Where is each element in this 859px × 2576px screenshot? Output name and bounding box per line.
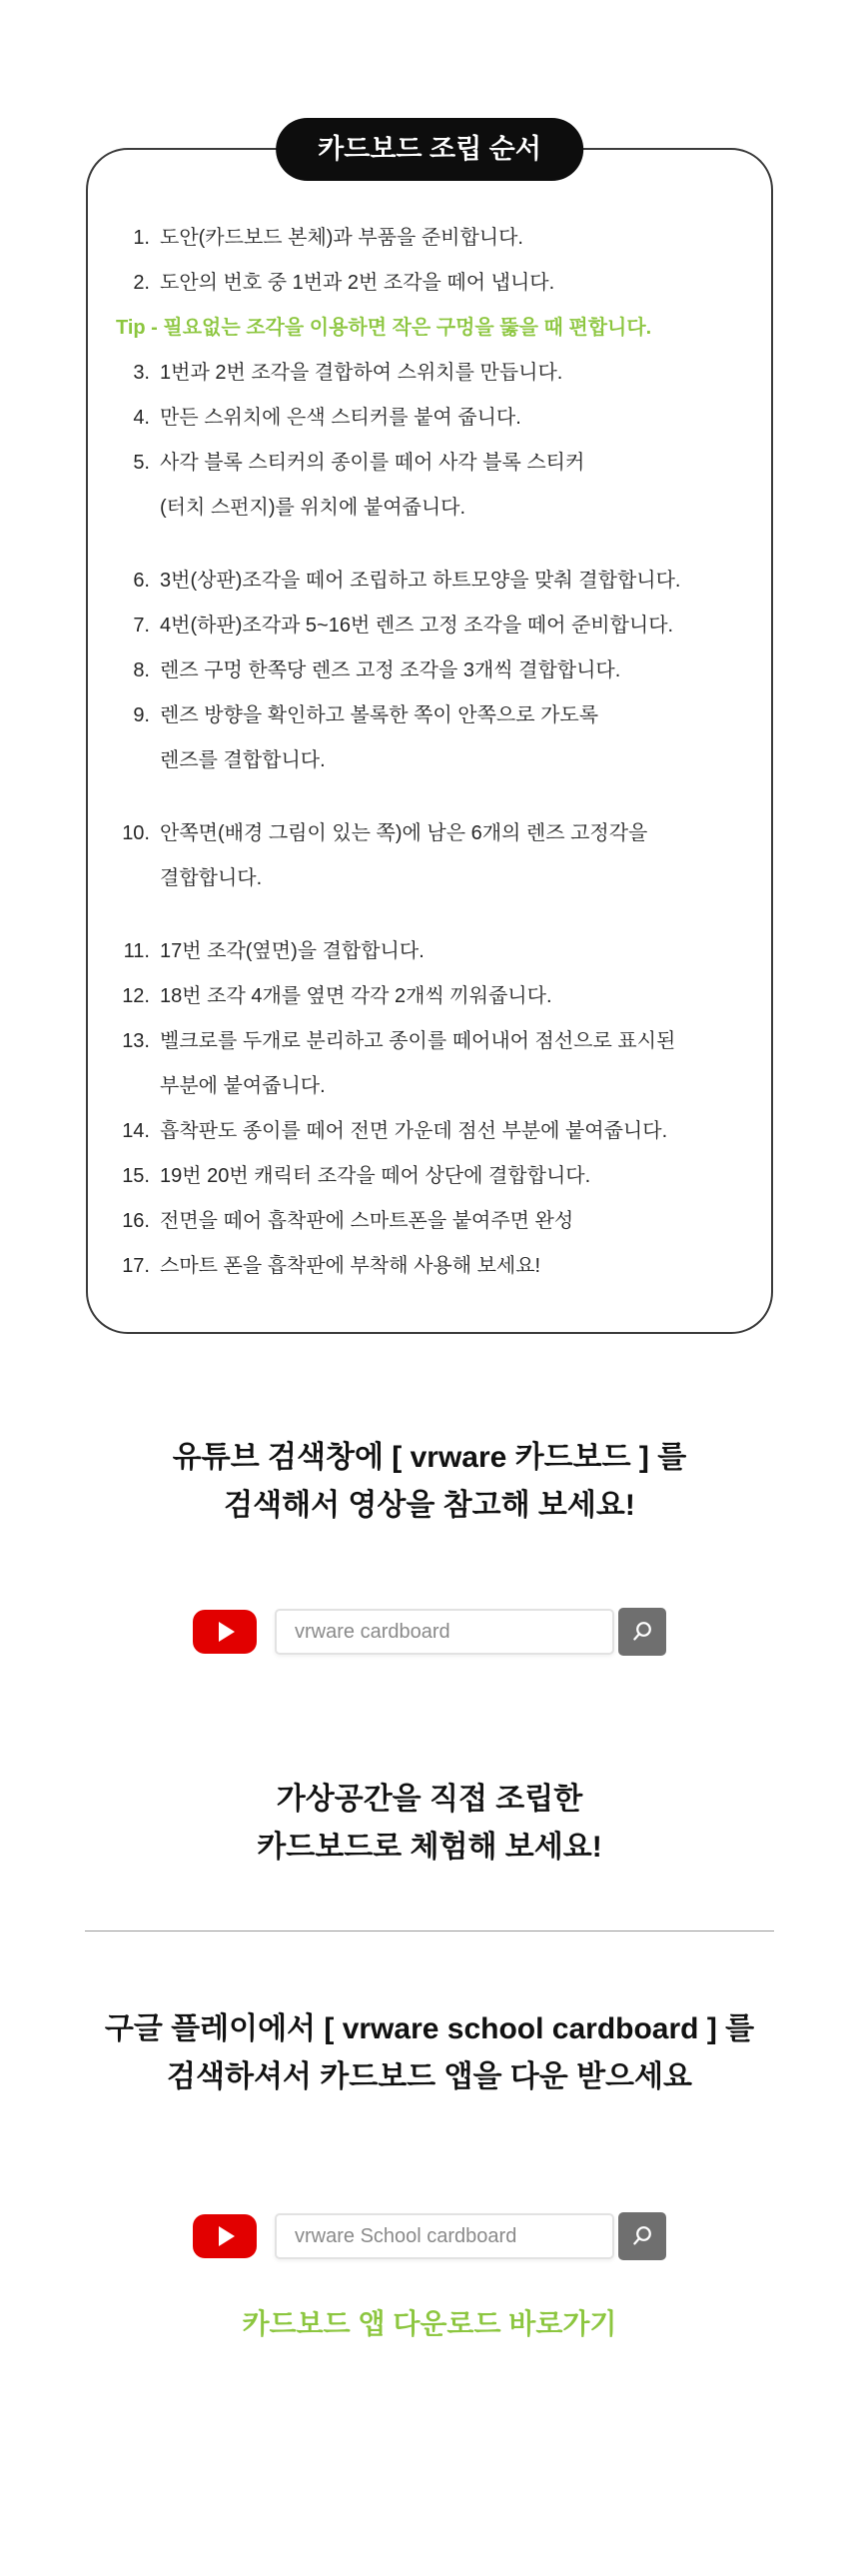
step-item	[114, 396, 749, 441]
playstore-search-bar	[0, 2212, 859, 2260]
assembly-panel	[86, 134, 773, 1334]
experience-heading-line-1: 가상공간을 직접 조립한	[276, 1783, 583, 1816]
step-text: 4번(하판)조각과 5~16번 렌즈 고정 조각을 떼어 준비합니다.	[160, 615, 674, 637]
step-item	[114, 929, 749, 974]
step-number: 11.	[123, 940, 150, 962]
youtube-heading-line-2: 검색해서 영상을 참고해 보세요!	[224, 1489, 635, 1522]
step-item	[114, 216, 749, 261]
step-number: 5.	[133, 452, 150, 474]
step-number: 4.	[133, 407, 150, 429]
step-text: 흡착판도 종이를 떼어 전면 가운데 점선 부분에 붙여줍니다.	[160, 1120, 668, 1142]
step-item	[114, 261, 749, 306]
playstore-heading-line-2: 검색하셔서 카드보드 앱을 다운 받으세요	[167, 2060, 692, 2093]
step-item	[114, 351, 749, 396]
app-download-link[interactable]: 카드보드 앱 다운로드 바로가기	[242, 2308, 617, 2339]
youtube-search-bar	[0, 1608, 859, 1656]
step-text: 도안의 번호 중 1번과 2번 조각을 떼어 냅니다.	[160, 272, 555, 294]
youtube-heading	[0, 1434, 859, 1530]
play-triangle-icon	[219, 1622, 235, 1642]
section-divider	[85, 1931, 774, 1932]
steps-list	[114, 216, 749, 1289]
search-icon	[630, 1620, 654, 1644]
step-text: 도안(카드보드 본체)과 부품을 준비합니다.	[160, 227, 523, 249]
playstore-heading	[0, 2005, 859, 2101]
step-number: 8.	[133, 659, 150, 681]
step-item	[114, 1109, 749, 1154]
playstore-search-button[interactable]	[618, 2212, 666, 2260]
search-icon	[630, 2224, 654, 2248]
panel-title-pill: 카드보드 조립 순서	[276, 118, 583, 181]
step-text: 스마트 폰을 흡착판에 부착해 사용해 보세요!	[160, 1255, 541, 1277]
step-item	[114, 604, 749, 648]
experience-heading-line-2: 카드보드로 체험해 보세요!	[257, 1831, 602, 1864]
tip-text: Tip - 필요없는 조각을 이용하면 작은 구멍을 뚫을 때 편합니다.	[116, 317, 652, 339]
step-number: 7.	[133, 615, 150, 637]
youtube-search-input[interactable]	[275, 1609, 614, 1655]
youtube-heading-line-1: 유튜브 검색창에 [ vrware 카드보드 ] 를	[172, 1441, 687, 1474]
step-number: 14.	[122, 1120, 150, 1142]
step-text: 3번(상판)조각을 떼어 조립하고 하트모양을 맞춰 결합합니다.	[160, 570, 681, 592]
step-text: 1번과 2번 조각을 결합하여 스위치를 만듭니다.	[160, 362, 563, 384]
step-text: 렌즈 구멍 한쪽당 렌즈 고정 조각을 3개씩 결합합니다.	[160, 659, 621, 681]
step-text: 전면을 떼어 흡착판에 스마트폰을 붙여주면 완성	[160, 1210, 574, 1232]
step-text: 19번 20번 캐릭터 조각을 떼어 상단에 결합합니다.	[160, 1165, 591, 1187]
youtube-search-button[interactable]	[618, 1608, 666, 1656]
step-number: 17.	[122, 1255, 150, 1277]
step-item	[114, 648, 749, 693]
experience-heading	[0, 1776, 859, 1872]
step-item	[114, 1019, 749, 1109]
page	[0, 134, 859, 2576]
youtube-play-icon	[193, 2214, 257, 2258]
step-item	[114, 693, 749, 783]
playstore-heading-line-1: 구글 플레이에서 [ vrware school cardboard ] 를	[104, 2012, 755, 2045]
youtube-play-icon	[193, 1610, 257, 1654]
step-text: 안쪽면(배경 그림이 있는 쪽)에 남은 6개의 렌즈 고정각을 결합합니다.	[160, 822, 648, 889]
step-item	[114, 559, 749, 604]
step-text: 벨크로를 두개로 분리하고 종이를 떼어내어 점선으로 표시된 부분에 붙여줍니다.	[160, 1030, 676, 1097]
play-triangle-icon	[219, 2226, 235, 2246]
step-item	[114, 974, 749, 1019]
step-item	[114, 811, 749, 901]
step-number: 16.	[122, 1210, 150, 1232]
step-item	[114, 1244, 749, 1289]
step-number: 9.	[133, 704, 150, 726]
step-text: 17번 조각(옆면)을 결합합니다.	[160, 940, 425, 962]
step-number: 1.	[133, 227, 150, 249]
step-number: 12.	[122, 985, 150, 1007]
step-item	[114, 441, 749, 531]
step-number: 10.	[122, 822, 150, 844]
step-text: 렌즈 방향을 확인하고 볼록한 쪽이 안쪽으로 가도록 렌즈를 결합합니다.	[160, 704, 599, 771]
step-text: 사각 블록 스티커의 종이를 떼어 사각 블록 스티커 (터치 스펀지)를 위치에 붙여줍니다.	[160, 452, 585, 519]
step-number: 6.	[133, 570, 150, 592]
step-text: 만든 스위치에 은색 스티커를 붙여 줍니다.	[160, 407, 521, 429]
step-item	[114, 1199, 749, 1244]
step-number: 2.	[133, 272, 150, 294]
step-number: 13.	[122, 1030, 150, 1052]
playstore-search-input[interactable]	[275, 2213, 614, 2259]
step-number: 3.	[133, 362, 150, 384]
step-item	[114, 1154, 749, 1199]
step-number: 15.	[122, 1165, 150, 1187]
step-text: 18번 조각 4개를 옆면 각각 2개씩 끼워줍니다.	[160, 985, 552, 1007]
